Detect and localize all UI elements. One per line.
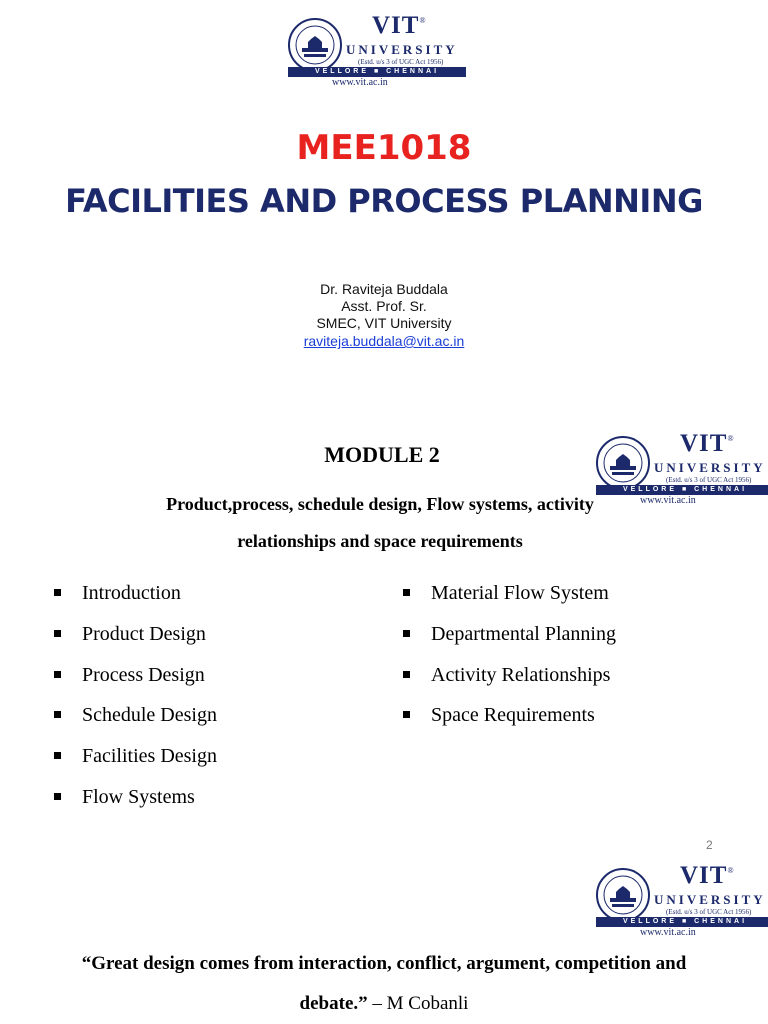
university-seal-icon bbox=[596, 436, 650, 490]
bullet-icon bbox=[403, 630, 410, 637]
list-item: Introduction bbox=[54, 581, 217, 622]
logo-established: (Estd. u/s 3 of UGC Act 1956) bbox=[358, 58, 444, 66]
logo-campuses: VELLORE ■ CHENNAI bbox=[596, 917, 768, 927]
vit-logo-top bbox=[288, 12, 468, 88]
list-item: Flow Systems bbox=[54, 785, 217, 826]
bullet-icon bbox=[403, 711, 410, 718]
list-item: Space Requirements bbox=[403, 703, 616, 744]
logo-brand: VIT® bbox=[680, 430, 735, 457]
quote-text-end: debate.” bbox=[299, 993, 368, 1014]
list-item: Facilities Design bbox=[54, 744, 217, 785]
author-email-link[interactable]: raviteja.buddala@vit.ac.in bbox=[303, 333, 465, 349]
bullet-icon bbox=[403, 671, 410, 678]
bullet-icon bbox=[54, 711, 61, 718]
logo-campuses: VELLORE ■ CHENNAI bbox=[596, 485, 768, 495]
topic-list-left bbox=[54, 581, 217, 826]
bullet-icon bbox=[54, 671, 61, 678]
logo-university: UNIVERSITY bbox=[346, 42, 458, 57]
logo-website: www.vit.ac.in bbox=[640, 495, 696, 506]
author-affiliation: SMEC, VIT University bbox=[316, 315, 452, 331]
module-subtitle-line2: relationships and space requirements bbox=[237, 531, 523, 551]
bullet-icon bbox=[54, 793, 61, 800]
bullet-icon bbox=[54, 589, 61, 596]
logo-website: www.vit.ac.in bbox=[332, 77, 388, 88]
quote-line2 bbox=[20, 993, 748, 1015]
topic-list-right bbox=[403, 581, 616, 744]
module-subtitle-line1: Product,process, schedule design, Flow systems, activity bbox=[166, 494, 594, 514]
logo-website: www.vit.ac.in bbox=[640, 927, 696, 938]
logo-campuses: VELLORE ■ CHENNAI bbox=[288, 67, 466, 77]
list-item: Schedule Design bbox=[54, 703, 217, 744]
module-heading: MODULE 2 bbox=[324, 442, 440, 467]
quote-attribution: – M Cobanli bbox=[367, 993, 469, 1014]
course-title: FACILITIES AND PROCESS PLANNING bbox=[65, 182, 703, 220]
logo-brand: VIT® bbox=[680, 862, 735, 889]
list-item: Material Flow System bbox=[403, 581, 616, 622]
list-item: Activity Relationships bbox=[403, 663, 616, 704]
course-code: MEE1018 bbox=[296, 128, 472, 168]
university-seal-icon bbox=[288, 18, 342, 72]
bullet-icon bbox=[54, 630, 61, 637]
list-item: Departmental Planning bbox=[403, 622, 616, 663]
logo-established: (Estd. u/s 3 of UGC Act 1956) bbox=[666, 908, 752, 916]
author-name: Dr. Raviteja Buddala bbox=[320, 281, 448, 297]
logo-university: UNIVERSITY bbox=[654, 460, 766, 475]
author-position: Asst. Prof. Sr. bbox=[341, 298, 427, 314]
bullet-icon bbox=[54, 752, 61, 759]
bullet-icon bbox=[403, 589, 410, 596]
logo-brand: VIT® bbox=[372, 12, 427, 39]
logo-university: UNIVERSITY bbox=[654, 892, 766, 907]
quote-line1: “Great design comes from interaction, conflict, argument, competition and bbox=[81, 953, 687, 974]
logo-established: (Estd. u/s 3 of UGC Act 1956) bbox=[666, 476, 752, 484]
university-seal-icon bbox=[596, 868, 650, 922]
list-item: Process Design bbox=[54, 663, 217, 704]
list-item: Product Design bbox=[54, 622, 217, 663]
page-number: 2 bbox=[706, 838, 713, 852]
vit-logo-quote bbox=[596, 862, 768, 938]
